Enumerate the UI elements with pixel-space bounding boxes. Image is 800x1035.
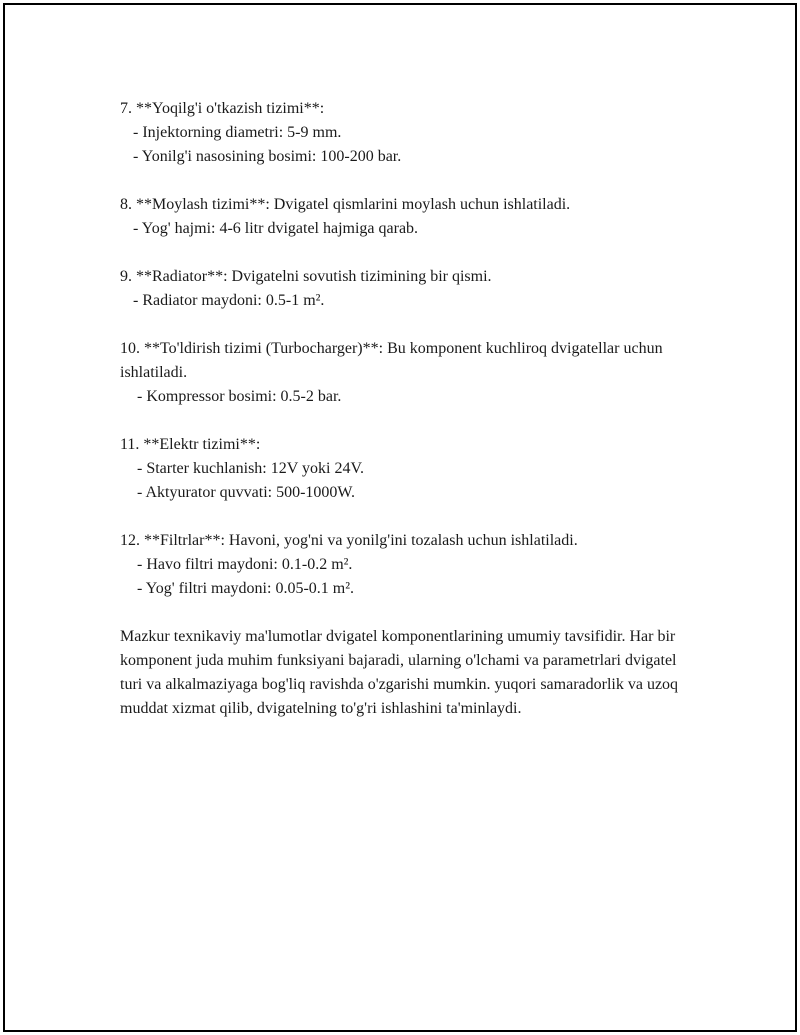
section-filters [120,529,680,601]
list-item: - Kompressor bosimi: 0.5-2 bar. [137,388,342,405]
section-heading: 7. **Yoqilg'i o'tkazish tizimi**: [120,100,325,117]
section-heading: 12. **Filtrlar**: Havoni, yog'ni va yonilg'ini tozalash uchun ishlatiladi. [120,532,578,549]
list-item: - Havo filtri maydoni: 0.1-0.2 m². [137,556,353,573]
section-radiator [120,265,680,313]
list-item: - Injektorning diametri: 5-9 mm. [133,124,342,141]
list-item: - Yonilg'i nasosining bosimi: 100-200 bar. [133,148,402,165]
document-body [120,97,680,721]
section-electrical-system [120,433,680,505]
closing-paragraph: Mazkur texnikaviy ma'lumotlar dvigatel komponentlarining umumiy tavsifidir. Har bir komponent juda muhim funksiyani bajaradi, ularning o'lchami va parametrlari dvigatel turi va alkalmaziyaga bog'liq ravishda o'zgarishi mumkin. yuqori samaradorlik va uzoq muddat xizmat qilib, dvigatelning to'g'ri ishlashini ta'minlaydi. [120,628,679,717]
section-heading: 8. **Moylash tizimi**: Dvigatel qismlarini moylash uchun ishlatiladi. [120,196,571,213]
section-heading: 11. **Elektr tizimi**: [120,436,261,453]
list-item: - Yog' hajmi: 4-6 litr dvigatel hajmiga qarab. [133,220,419,237]
section-heading: 10. **To'ldirish tizimi (Turbocharger)**: Bu komponent kuchliroq dvigatellar uchun ishlatiladi. [120,340,663,381]
section-lubrication-system [120,193,680,241]
list-item: - Radiator maydoni: 0.5-1 m². [133,292,325,309]
list-item: - Starter kuchlanish: 12V yoki 24V. [137,460,364,477]
document-page [3,3,797,1032]
list-item: - Aktyurator quvvati: 500-1000W. [137,484,356,501]
section-heading: 9. **Radiator**: Dvigatelni sovutish tizimining bir qismi. [120,268,492,285]
list-item: - Yog' filtri maydoni: 0.05-0.1 m². [137,580,355,597]
section-turbocharger [120,337,680,409]
section-fuel-system [120,97,680,169]
